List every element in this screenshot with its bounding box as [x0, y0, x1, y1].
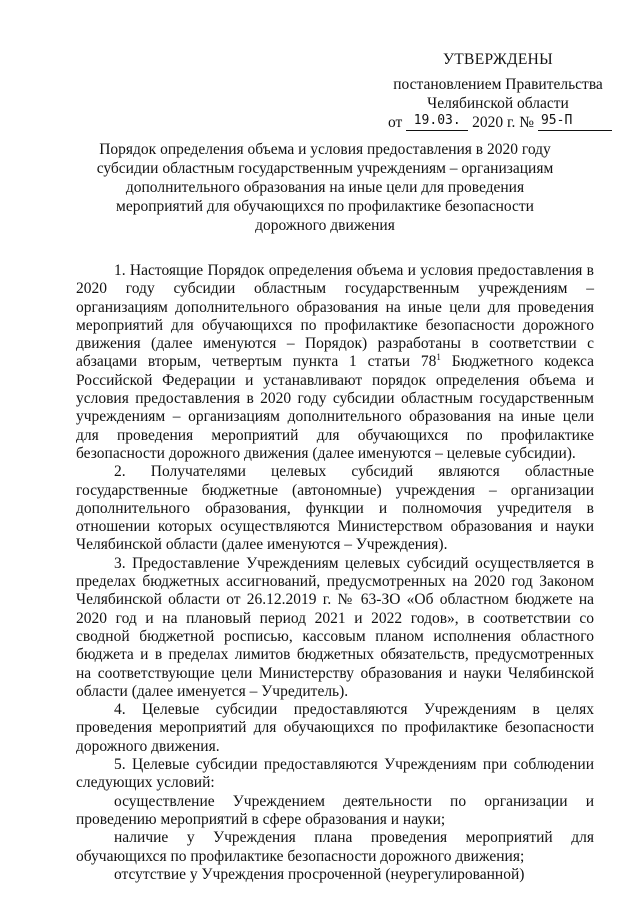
year-label: 2020 г. №	[472, 114, 535, 131]
approval-line-2: Челябинской области	[427, 95, 569, 112]
handwritten-number: 95-П	[538, 111, 612, 131]
paragraph-4: 4. Целевые субсидии предоставляются Учреждениям в целях проведения мероприятий для обучающихся по профилактике безопасности дорожного движения.	[76, 701, 594, 755]
paragraph-2: 2. Получателями целевых субсидий являются областные государственные бюджетные (автономные) учреждения – организации дополнительного образования, функции и полномочия учредителя в отношении которых осуществляются Министерством образования и науки Челябинской области (далее именуются – Учреждения).	[76, 463, 594, 554]
paragraph-1-part-a: 1. Настоящие Порядок определения объема и условия предоставления в 2020 году субсидии областным государственным учреждениям – организациям дополнительного образования на иные цели для проведения мероприятий для обучающихся по профилактике безопасности дорожного движения (далее именуются – Порядок) разработаны в соответствии с абзацами вторым, четвертым пункта 1 статьи 78	[76, 262, 594, 371]
condition-3: отсутствие у Учреждения просроченной (неурегулированной)	[114, 865, 525, 883]
article-superscript: 1	[436, 352, 441, 363]
document-title: Порядок определения объема и условия предоставления в 2020 году субсидии областным государственным учреждениям – организациям дополнительного образования на иные цели для проведения мероприятий для обучающихся по профилактике безопасности дорожного движения	[96, 141, 554, 234]
paragraph-5: 5. Целевые субсидии предоставляются Учреждениям при соблюдении следующих условий:	[76, 756, 594, 792]
date-prefix: от	[388, 114, 403, 131]
approval-date-line	[388, 113, 608, 134]
paragraph-1	[76, 262, 594, 463]
condition-1: осуществление Учреждением деятельности по организации и проведению мероприятий в сфере образования и науки;	[76, 792, 594, 828]
paragraph-1-part-b: Бюджетного кодекса Российской Федерации и устанавливают порядок определения объема и условия предоставления в 2020 году субсидии областным государственным учреждениям – организациям дополнительного образования на иные цели для проведения мероприятий для обучающихся по профилактике безопасности дорожного движения (далее именуются – целевые субсидии).	[76, 353, 594, 462]
approval-line-1: постановлением Правительства	[393, 76, 603, 93]
condition-2: наличие у Учреждения плана проведения мероприятий для обучающихся по профилактике безопасности дорожного движения;	[76, 829, 594, 865]
handwritten-date: 19.03.	[406, 111, 468, 131]
paragraph-3: 3. Предоставление Учреждениям целевых субсидий осуществляется в пределах бюджетных ассигнований, предусмотренных на 2020 год Законом Челябинской области от 26.12.2019 г. № 63-ЗО «Об областном бюджете на 2020 год и на плановый период 2021 и 2022 годов», в соответствии со сводной бюджетной росписью, кассовым планом исполнения областного бюджета и в пределах лимитов бюджетных обязательств, предусмотренных на соответствующие цели Министерству образования и науки Челябинской области (далее именуется – Учредитель).	[76, 554, 594, 700]
approved-heading: УТВЕРЖДЕНЫ	[443, 51, 553, 68]
document-body	[76, 262, 594, 884]
approval-stamp	[388, 50, 608, 134]
